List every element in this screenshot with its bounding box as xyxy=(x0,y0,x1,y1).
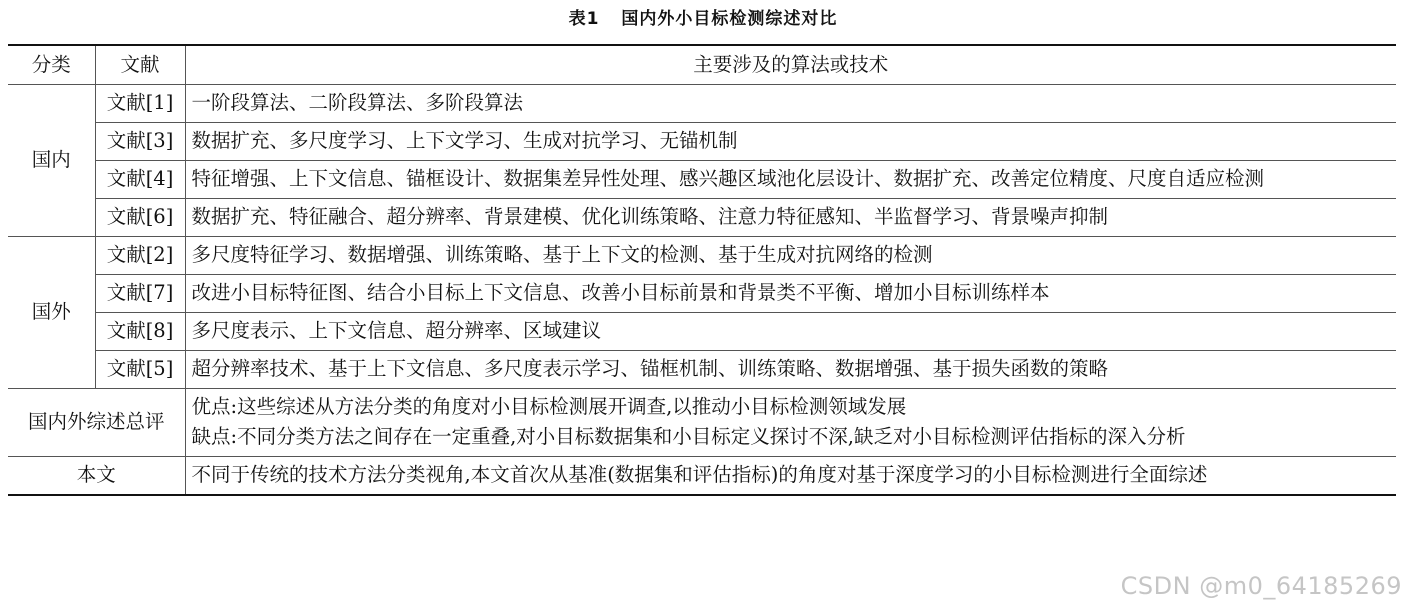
summary-row xyxy=(8,389,1396,457)
reference-cell: 文献[2] xyxy=(95,237,185,275)
reference-cell: 文献[3] xyxy=(95,123,185,161)
table-number: 表1 xyxy=(568,9,600,29)
table-row xyxy=(8,123,1396,161)
cons-text: 缺点:不同分类方法之间存在一定重叠,对小目标数据集和小目标定义探讨不深,缺乏对小目标检测评估指标的深入分析 xyxy=(191,425,1186,448)
table-row xyxy=(8,237,1396,275)
techniques-cell: 特征增强、上下文信息、锚框设计、数据集差异性处理、感兴趣区域池化层设计、数据扩充、改善定位精度、尺度自适应检测 xyxy=(185,161,1396,199)
comparison-table xyxy=(8,44,1396,496)
table-caption xyxy=(0,8,1406,30)
header-techniques: 主要涉及的算法或技术 xyxy=(185,45,1396,85)
table-row xyxy=(8,85,1396,123)
this-paper-text: 不同于传统的技术方法分类视角,本文首次从基准(数据集和评估指标)的角度对基于深度学习的小目标检测进行全面综述 xyxy=(185,457,1396,496)
table-row xyxy=(8,161,1396,199)
header-category: 分类 xyxy=(8,45,95,85)
techniques-cell: 一阶段算法、二阶段算法、多阶段算法 xyxy=(185,85,1396,123)
category-cell-domestic: 国内 xyxy=(8,85,95,237)
techniques-cell: 超分辨率技术、基于上下文信息、多尺度表示学习、锚框机制、训练策略、数据增强、基于损失函数的策略 xyxy=(185,351,1396,389)
reference-cell: 文献[8] xyxy=(95,313,185,351)
reference-cell: 文献[4] xyxy=(95,161,185,199)
reference-cell: 文献[6] xyxy=(95,199,185,237)
summary-label: 国内外综述总评 xyxy=(8,389,185,457)
summary-cell xyxy=(185,389,1396,457)
category-cell-foreign: 国外 xyxy=(8,237,95,389)
header-reference: 文献 xyxy=(95,45,185,85)
reference-cell: 文献[7] xyxy=(95,275,185,313)
table-row xyxy=(8,275,1396,313)
table-row xyxy=(8,199,1396,237)
techniques-cell: 数据扩充、多尺度学习、上下文学习、生成对抗学习、无锚机制 xyxy=(185,123,1396,161)
techniques-cell: 改进小目标特征图、结合小目标上下文信息、改善小目标前景和背景类不平衡、增加小目标训练样本 xyxy=(185,275,1396,313)
watermark: CSDN @m0_64185269 xyxy=(1120,572,1402,600)
techniques-cell: 多尺度特征学习、数据增强、训练策略、基于上下文的检测、基于生成对抗网络的检测 xyxy=(185,237,1396,275)
table-row xyxy=(8,313,1396,351)
table-header-row xyxy=(8,45,1396,85)
reference-cell: 文献[1] xyxy=(95,85,185,123)
this-paper-row xyxy=(8,457,1396,496)
table-title: 国内外小目标检测综述对比 xyxy=(621,9,838,29)
reference-cell: 文献[5] xyxy=(95,351,185,389)
table-row xyxy=(8,351,1396,389)
techniques-cell: 数据扩充、特征融合、超分辨率、背景建模、优化训练策略、注意力特征感知、半监督学习、背景噪声抑制 xyxy=(185,199,1396,237)
this-paper-label: 本文 xyxy=(8,457,185,496)
techniques-cell: 多尺度表示、上下文信息、超分辨率、区域建议 xyxy=(185,313,1396,351)
pros-text: 优点:这些综述从方法分类的角度对小目标检测展开调查,以推动小目标检测领域发展 xyxy=(191,395,907,418)
